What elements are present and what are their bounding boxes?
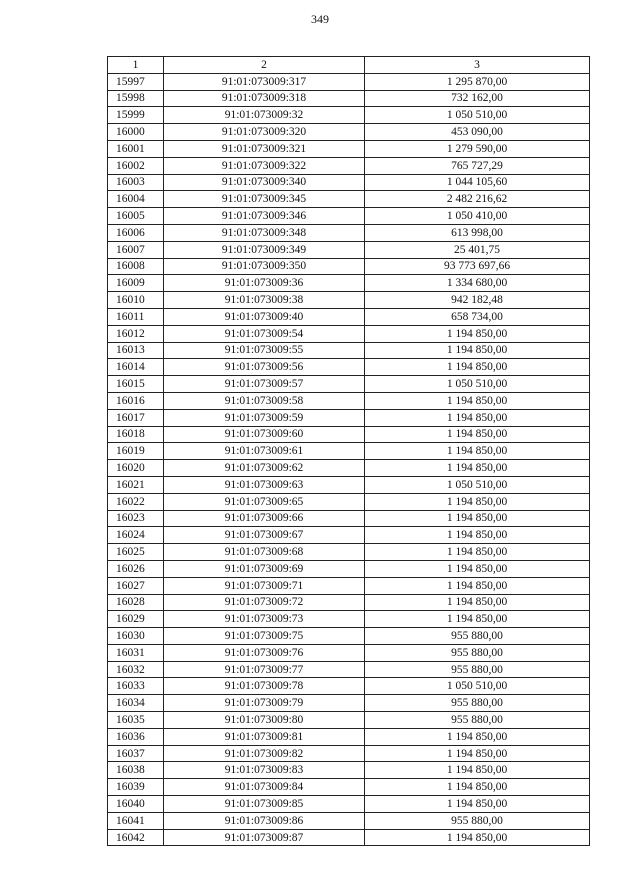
- cell-number: 16005: [108, 208, 164, 225]
- cell-number: 16027: [108, 577, 164, 594]
- cell-number: 16010: [108, 292, 164, 309]
- cell-cadastral-number: 91:01:073009:86: [164, 812, 365, 829]
- cell-cadastral-number: 91:01:073009:79: [164, 695, 365, 712]
- cell-cadastral-number: 91:01:073009:317: [164, 73, 365, 90]
- table-row: [108, 208, 590, 225]
- cell-value: 1 194 850,00: [365, 796, 590, 813]
- cell-cadastral-number: 91:01:073009:61: [164, 443, 365, 460]
- cell-number: 16001: [108, 140, 164, 157]
- cell-cadastral-number: 91:01:073009:81: [164, 728, 365, 745]
- cell-cadastral-number: 91:01:073009:66: [164, 510, 365, 527]
- cell-cadastral-number: 91:01:073009:77: [164, 661, 365, 678]
- table-row: [108, 527, 590, 544]
- cell-cadastral-number: 91:01:073009:345: [164, 191, 365, 208]
- cell-value: 1 194 850,00: [365, 460, 590, 477]
- cell-number: 16009: [108, 275, 164, 292]
- cell-value: 955 880,00: [365, 644, 590, 661]
- cell-cadastral-number: 91:01:073009:38: [164, 292, 365, 309]
- cell-value: 1 044 105,60: [365, 174, 590, 191]
- cell-number: 16039: [108, 779, 164, 796]
- cell-number: 16018: [108, 426, 164, 443]
- table-row: [108, 762, 590, 779]
- table-row: [108, 443, 590, 460]
- cell-value: 955 880,00: [365, 712, 590, 729]
- cell-number: 16038: [108, 762, 164, 779]
- cell-number: 16023: [108, 510, 164, 527]
- cell-value: 1 194 850,00: [365, 409, 590, 426]
- header-cell-number: 1: [108, 57, 164, 74]
- cell-number: 16013: [108, 342, 164, 359]
- table-row: [108, 594, 590, 611]
- cell-cadastral-number: 91:01:073009:318: [164, 90, 365, 107]
- cell-number: 16025: [108, 544, 164, 561]
- cell-cadastral-number: 91:01:073009:57: [164, 376, 365, 393]
- table-row: [108, 342, 590, 359]
- cell-cadastral-number: 91:01:073009:321: [164, 140, 365, 157]
- table-row: [108, 510, 590, 527]
- cell-value: 613 998,00: [365, 224, 590, 241]
- table-row: [108, 73, 590, 90]
- cell-number: 16034: [108, 695, 164, 712]
- header-cell-value: 3: [365, 57, 590, 74]
- cell-value: 1 194 850,00: [365, 342, 590, 359]
- cell-value: 1 050 410,00: [365, 208, 590, 225]
- cell-number: 16004: [108, 191, 164, 208]
- cell-cadastral-number: 91:01:073009:78: [164, 678, 365, 695]
- table-row: [108, 325, 590, 342]
- cell-value: 658 734,00: [365, 308, 590, 325]
- cell-cadastral-number: 91:01:073009:58: [164, 392, 365, 409]
- cell-value: 1 050 510,00: [365, 476, 590, 493]
- cell-value: 1 194 850,00: [365, 829, 590, 846]
- cell-number: 16017: [108, 409, 164, 426]
- cell-value: 1 194 850,00: [365, 443, 590, 460]
- cell-value: 955 880,00: [365, 628, 590, 645]
- table-row: [108, 644, 590, 661]
- table-row: [108, 460, 590, 477]
- cell-value: 1 194 850,00: [365, 594, 590, 611]
- table-row: [108, 712, 590, 729]
- table-row: [108, 728, 590, 745]
- table-row: [108, 544, 590, 561]
- table-row: [108, 308, 590, 325]
- table-row: [108, 779, 590, 796]
- cell-cadastral-number: 91:01:073009:59: [164, 409, 365, 426]
- table-row: [108, 577, 590, 594]
- table-row: [108, 157, 590, 174]
- table-row: [108, 241, 590, 258]
- cell-cadastral-number: 91:01:073009:320: [164, 124, 365, 141]
- cell-cadastral-number: 91:01:073009:350: [164, 258, 365, 275]
- cell-number: 16021: [108, 476, 164, 493]
- cell-cadastral-number: 91:01:073009:55: [164, 342, 365, 359]
- table-row: [108, 224, 590, 241]
- cell-value: 955 880,00: [365, 695, 590, 712]
- cell-cadastral-number: 91:01:073009:71: [164, 577, 365, 594]
- cell-number: 16008: [108, 258, 164, 275]
- table-row: [108, 359, 590, 376]
- cell-value: 1 050 510,00: [365, 678, 590, 695]
- table-row: [108, 90, 590, 107]
- table-row: [108, 678, 590, 695]
- table-row: [108, 560, 590, 577]
- table-row: [108, 376, 590, 393]
- cell-cadastral-number: 91:01:073009:340: [164, 174, 365, 191]
- table-row: [108, 258, 590, 275]
- cell-cadastral-number: 91:01:073009:63: [164, 476, 365, 493]
- cell-number: 16031: [108, 644, 164, 661]
- table-row: [108, 812, 590, 829]
- cell-cadastral-number: 91:01:073009:87: [164, 829, 365, 846]
- cell-number: 16014: [108, 359, 164, 376]
- cell-cadastral-number: 91:01:073009:60: [164, 426, 365, 443]
- cell-value: 1 194 850,00: [365, 527, 590, 544]
- cell-cadastral-number: 91:01:073009:32: [164, 107, 365, 124]
- cell-number: 16042: [108, 829, 164, 846]
- cell-number: 16029: [108, 611, 164, 628]
- table-row: [108, 107, 590, 124]
- cell-value: 1 295 870,00: [365, 73, 590, 90]
- cell-number: 16002: [108, 157, 164, 174]
- cell-number: 16007: [108, 241, 164, 258]
- cell-cadastral-number: 91:01:073009:72: [164, 594, 365, 611]
- cell-number: 16000: [108, 124, 164, 141]
- page-number: 349: [311, 12, 329, 26]
- registry-table: [107, 56, 590, 846]
- cell-cadastral-number: 91:01:073009:73: [164, 611, 365, 628]
- cell-number: 15999: [108, 107, 164, 124]
- cell-value: 1 194 850,00: [365, 359, 590, 376]
- cell-cadastral-number: 91:01:073009:349: [164, 241, 365, 258]
- cell-value: 732 162,00: [365, 90, 590, 107]
- table-row: [108, 191, 590, 208]
- cell-cadastral-number: 91:01:073009:40: [164, 308, 365, 325]
- cell-number: 16024: [108, 527, 164, 544]
- cell-number: 16037: [108, 745, 164, 762]
- table-row: [108, 426, 590, 443]
- cell-cadastral-number: 91:01:073009:80: [164, 712, 365, 729]
- cell-value: 2 482 216,62: [365, 191, 590, 208]
- header-cell-cadastral: 2: [164, 57, 365, 74]
- cell-cadastral-number: 91:01:073009:84: [164, 779, 365, 796]
- table-row: [108, 124, 590, 141]
- cell-cadastral-number: 91:01:073009:54: [164, 325, 365, 342]
- cell-number: 16016: [108, 392, 164, 409]
- cell-cadastral-number: 91:01:073009:75: [164, 628, 365, 645]
- cell-number: 16022: [108, 493, 164, 510]
- cell-value: 1 194 850,00: [365, 544, 590, 561]
- cell-number: 16041: [108, 812, 164, 829]
- cell-value: 765 727,29: [365, 157, 590, 174]
- table-row: [108, 476, 590, 493]
- cell-number: 15998: [108, 90, 164, 107]
- cell-cadastral-number: 91:01:073009:82: [164, 745, 365, 762]
- cell-value: 1 050 510,00: [365, 107, 590, 124]
- cell-value: 1 194 850,00: [365, 762, 590, 779]
- table-row: [108, 292, 590, 309]
- table-row: [108, 745, 590, 762]
- cell-number: 16012: [108, 325, 164, 342]
- table-row: [108, 392, 590, 409]
- header-row: [108, 57, 590, 74]
- cell-cadastral-number: 91:01:073009:65: [164, 493, 365, 510]
- cell-cadastral-number: 91:01:073009:85: [164, 796, 365, 813]
- cell-number: 16035: [108, 712, 164, 729]
- cell-number: 16040: [108, 796, 164, 813]
- cell-value: 1 194 850,00: [365, 745, 590, 762]
- cell-number: 16036: [108, 728, 164, 745]
- cell-cadastral-number: 91:01:073009:76: [164, 644, 365, 661]
- cell-number: 16011: [108, 308, 164, 325]
- cell-number: 16020: [108, 460, 164, 477]
- cell-value: 955 880,00: [365, 812, 590, 829]
- cell-value: 93 773 697,66: [365, 258, 590, 275]
- table-row: [108, 628, 590, 645]
- cell-number: 16028: [108, 594, 164, 611]
- cell-value: 1 194 850,00: [365, 779, 590, 796]
- cell-number: 16030: [108, 628, 164, 645]
- table-body: [108, 73, 590, 846]
- table-row: [108, 493, 590, 510]
- table-row: [108, 409, 590, 426]
- cell-cadastral-number: 91:01:073009:346: [164, 208, 365, 225]
- cell-value: 1 194 850,00: [365, 426, 590, 443]
- cell-value: 1 194 850,00: [365, 577, 590, 594]
- table-row: [108, 661, 590, 678]
- cell-value: 453 090,00: [365, 124, 590, 141]
- cell-cadastral-number: 91:01:073009:67: [164, 527, 365, 544]
- cell-number: 16033: [108, 678, 164, 695]
- cell-number: 15997: [108, 73, 164, 90]
- table-row: [108, 140, 590, 157]
- cell-value: 942 182,48: [365, 292, 590, 309]
- cell-number: 16019: [108, 443, 164, 460]
- cell-value: 1 194 850,00: [365, 325, 590, 342]
- cell-cadastral-number: 91:01:073009:322: [164, 157, 365, 174]
- cell-number: 16015: [108, 376, 164, 393]
- cell-cadastral-number: 91:01:073009:56: [164, 359, 365, 376]
- cell-value: 955 880,00: [365, 661, 590, 678]
- cell-value: 1 194 850,00: [365, 493, 590, 510]
- cell-value: 25 401,75: [365, 241, 590, 258]
- cell-value: 1 194 850,00: [365, 611, 590, 628]
- cell-value: 1 194 850,00: [365, 728, 590, 745]
- cell-cadastral-number: 91:01:073009:68: [164, 544, 365, 561]
- cell-number: 16026: [108, 560, 164, 577]
- cell-value: 1 194 850,00: [365, 392, 590, 409]
- cell-value: 1 279 590,00: [365, 140, 590, 157]
- cell-value: 1 050 510,00: [365, 376, 590, 393]
- table-row: [108, 174, 590, 191]
- cell-value: 1 194 850,00: [365, 510, 590, 527]
- cell-cadastral-number: 91:01:073009:62: [164, 460, 365, 477]
- table-header: [108, 57, 590, 74]
- table-row: [108, 796, 590, 813]
- table-row: [108, 611, 590, 628]
- cell-cadastral-number: 91:01:073009:36: [164, 275, 365, 292]
- table-row: [108, 829, 590, 846]
- cell-cadastral-number: 91:01:073009:83: [164, 762, 365, 779]
- cell-cadastral-number: 91:01:073009:69: [164, 560, 365, 577]
- cell-value: 1 194 850,00: [365, 560, 590, 577]
- table-row: [108, 695, 590, 712]
- cell-value: 1 334 680,00: [365, 275, 590, 292]
- table-row: [108, 275, 590, 292]
- cell-cadastral-number: 91:01:073009:348: [164, 224, 365, 241]
- cell-number: 16006: [108, 224, 164, 241]
- cell-number: 16003: [108, 174, 164, 191]
- cell-number: 16032: [108, 661, 164, 678]
